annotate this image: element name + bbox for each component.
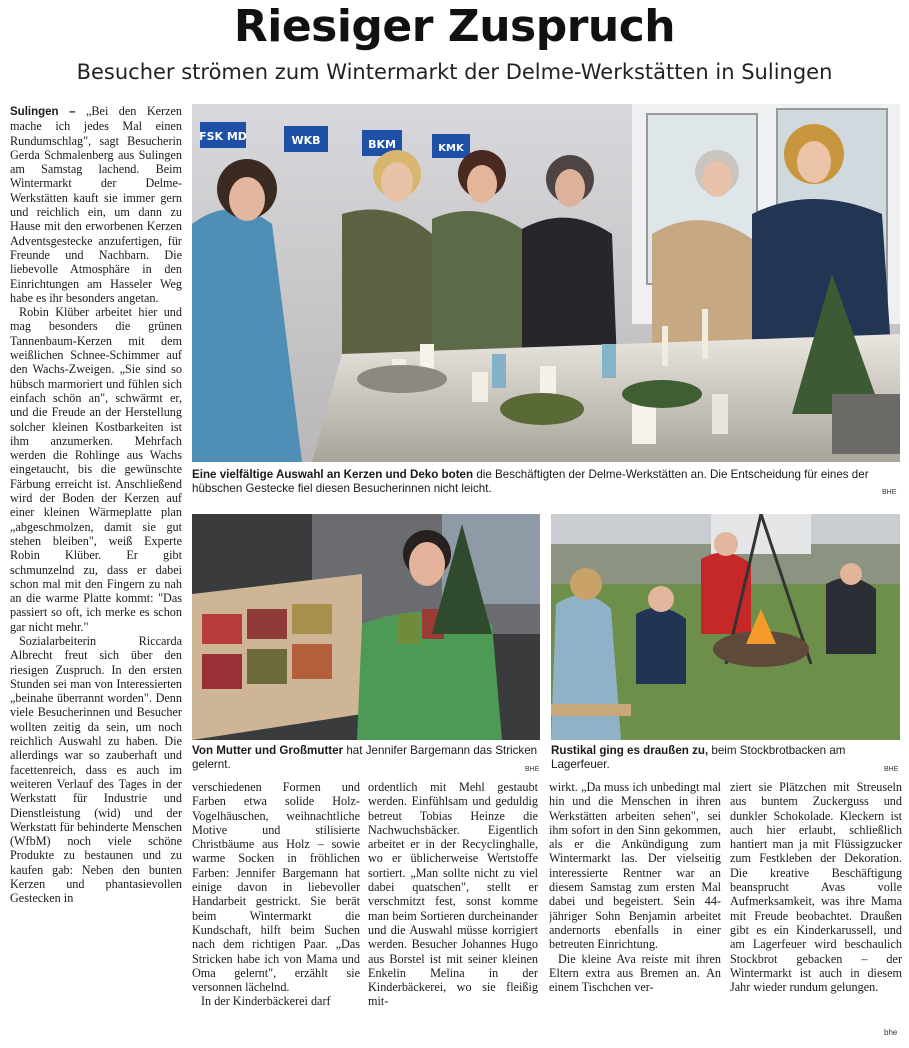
caption-text: hat Jennifer Bargemann das Stricken gelernt. [192, 744, 538, 771]
headline: Riesiger Zuspruch [233, 1, 676, 52]
caption-fire [551, 744, 900, 772]
photo-credit: BHE [884, 766, 899, 773]
caption-lead: Von Mutter und Großmutter [192, 744, 344, 757]
sign-fsk [199, 122, 247, 148]
subheadline: Besucher strömen zum Wintermarkt der Delme-Werkstätten in Sulingen [76, 60, 833, 84]
article-column-5 [730, 780, 902, 1042]
article-paragraph: ziert sie Plätzchen mit Streuseln aus buntem Zuckerguss und dunkler Schokolade. Kleckern ist auch hier erlaubt, schließlich hantiert man ja mit Flüssigzucker zum Festkleben der Dekoration. Die kreative Beschäftigung beansprucht Avas volle Aufmerksamkeit, was ihre Mama mit Freude beobachtet. Draußen gibt es ein Kinderkarussell, und am Lagerfeuer wird beschaulich Stockbrot gebacken – der Wintermarkt ist auch in diesem Jahr wieder rundum gelungen. [730, 780, 902, 995]
dateline: Sulingen – [10, 106, 76, 118]
article-paragraph: ordentlich mit Mehl gestaubt werden. Einfühlsam und geduldig betreut Tobias Heinze die Nachwuchsbäcker. Eigentlich arbeitet er in der Recyclinghalle, wo er üblicherweise Wertstoffe sortiert. „Man sollte nicht zu viel dabei quatschen", stellt er verschmitzt fest, sonst komme man beim Sortieren durcheinander und die Auswahl müsse korrigiert werden. Besucher Johannes Hugo aus Borstel ist mit seiner kleinen Enkelin Melina in der Kinderbäckerei, wo sie fleißig mit- [368, 780, 538, 1009]
author-credit: bhe [884, 1028, 898, 1037]
photo-credit: BHE [882, 489, 897, 496]
sign-label: FSK MD [199, 130, 247, 143]
article-paragraph: wirkt. „Da muss ich unbedingt mal hin und die Menschen in ihren Werkstätten arbeiten sehen", sei ihm sofort in den Sinn gekommen, als er die Ankündigung zum Wintermarkt las. Der vielseitig interessierte Rentner war an diesem Samstag zum ersten Mal dabei und begeistert. Sein 44-jähriger Sohn Benjamin arbeitet andernorts ebenfalls in einer betreuten Einrichtung. [549, 780, 721, 952]
article-column-2 [192, 780, 360, 1042]
sign-kmk [432, 134, 470, 158]
article-paragraph: Sozialarbeiterin Riccarda Albrecht freut sich über den riesigen Zuspruch. In den ersten Stunden sei man von Interessierten „beinahe überrannt worden". Denn viele Besucherinnen und Besucher wollten zeitig da sein, um noch reichlich Auswahl zu haben. Die allerdings war so zauberhaft und facettenreich, dass es auch im weiteren Verlauf des Tages in der Werkstatt für Industrie und Dienstleistung (wid) und der Werkstatt für behinderte Menschen (WfbM) noch viele schöne Produkte zu bestaunen und zu kaufen gab: Neben den bunten Kerzen und phantasievollen Gestecken in [10, 633, 182, 906]
article-paragraph: verschiedenen Formen und Farben etwa solide Holz-Vogelhäuschen, weihnachtliche Motive und stilisierte Christbäume aus Holz – sowie warme Socken in fröhlichen Farben: Jennifer Bargemann hat einige davon in liebevoller Handarbeit gestrickt. Sie berät beim Wintermarkt die Kundschaft, hilft beim Suchen nach dem richtigen Paar. „Das Stricken habe ich von Mama und Oma gelernt", erzählt sie versonnen lächelnd. [192, 780, 360, 995]
article-column-3 [368, 780, 538, 1042]
sign-wkb [284, 126, 328, 152]
sign-label: WKB [291, 134, 321, 147]
article-paragraph: In der Kinderbäckerei darf [201, 994, 331, 1009]
caption-main [192, 468, 900, 496]
caption-knit [192, 744, 540, 772]
photo-candle-market [192, 104, 900, 462]
article-paragraph: Die kleine Ava reiste mit ihren Eltern extra aus Bremen an. An einem Tischchen ver- [549, 951, 721, 995]
photo-campfire [551, 514, 900, 740]
sign-label: BKM [368, 138, 396, 151]
article-paragraph: Robin Klüber arbeitet hier und mag besonders die grünen Tannenbaum-Kerzen mit dem weißlichen Schnee-Schimmer auf den Wachs-Zweigen. „Sie sind so hübsch marmoriert und fühlen sich einfach schön an", schwärmt er, und die Freude an der Herstellung solcher kleinen Kostbarkeiten ist ihm anzumerken. Mehrfach werden die Rohlinge aus Wachs eingetaucht, bis die gewünschte Färbung erreicht ist. Anschließend wird der Boden der Kerzen auf einer kleinen Wärmeplatte plan „abgeschmolzen, damit sie gut stehen bleiben", weiß Experte Robin Klüber. Er gibt schmunzelnd zu, dass er dabei schon mal mit den Fingern zu nah an die warme Platte kommt: "Das passiert so oft, ich merke es schon gar nicht mehr." [10, 305, 182, 634]
paragraph-text: „Bei den Kerzen mache ich jedes Mal einen Rundumschlag", sagt Besucherin Gerda Schmalenberg aus Sulingen am Samstag lachend. Beim Wintermarkt der Delme-Werkstätten kauft sie immer gern und reichlich ein, um dann zu Hause mit den erworbenen Kerzen Adventsgestecke anzufertigen, für Freunde und Nachbarn. Die liebevolle Atmosphäre in den Einrichtungen am Hasseler Weg habe es ihr besonders angetan. [10, 104, 182, 305]
article-paragraph [10, 104, 182, 305]
caption-text: die Beschäftigten der Delme-Werkstätten an. Die Entscheidung für eines der hübschen Gestecke fiel diesen Besucherinnen nicht leicht. [192, 468, 869, 495]
caption-lead: Rustikal ging es draußen zu, [551, 744, 709, 757]
caption-lead: Eine vielfältige Auswahl an Kerzen und Deko boten [192, 468, 474, 481]
sign-label: KMK [438, 143, 464, 154]
photo-credit: BHE [525, 766, 540, 773]
article-column-4 [549, 780, 721, 1042]
article-column-1 [10, 104, 182, 1044]
photo-knitted-socks [192, 514, 540, 740]
caption-text: beim Stockbrotbacken am Lagerfeuer. [551, 744, 846, 771]
